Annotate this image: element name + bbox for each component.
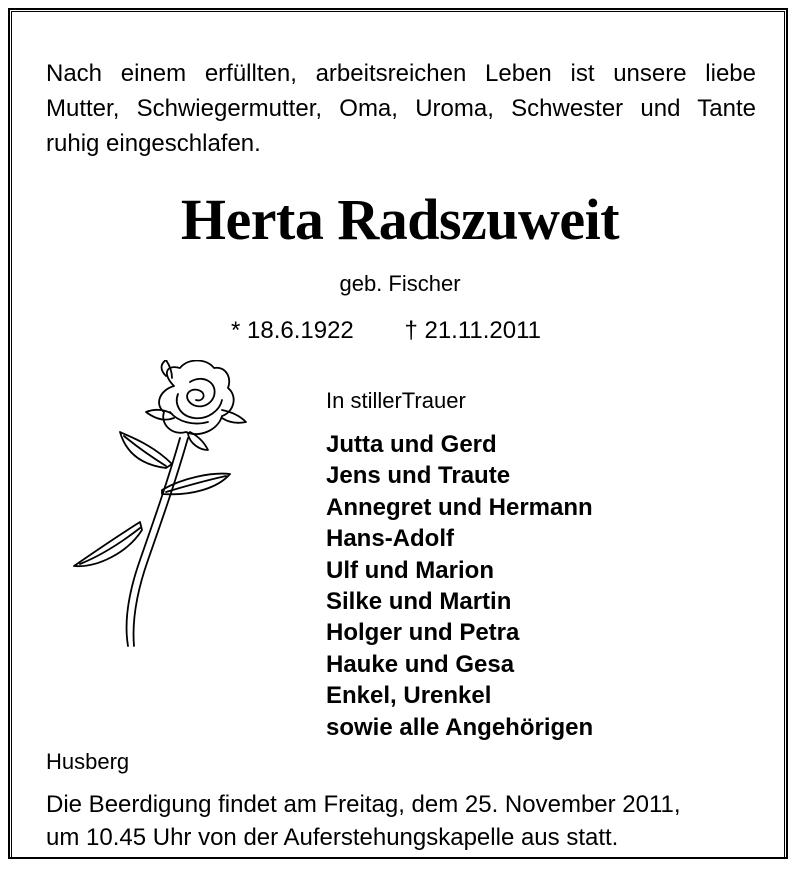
life-dates — [231, 316, 541, 346]
mourner-entry: Hauke und Gesa — [326, 650, 515, 678]
death-date: † 21.11.2011 — [404, 317, 542, 344]
birth-date: * 18.6.1922 — [231, 317, 354, 344]
mourning-intro: In stillerTrauer — [326, 388, 466, 413]
mourner-entry: Enkel, Urenkel — [326, 682, 492, 710]
mourner-entry: sowie alle Angehörigen — [326, 713, 594, 741]
mourner-entry: Ulf und Marion — [326, 556, 494, 584]
place-name: Husberg — [46, 749, 130, 774]
mourner-entry: Hans-Adolf — [326, 525, 454, 553]
deceased-name: Herta Radszuweit — [180, 187, 620, 252]
rose-icon — [62, 360, 262, 650]
intro-text — [46, 56, 756, 161]
mourner-entry: Silke und Martin — [326, 588, 512, 616]
mourner-entry: Jens und Traute — [326, 462, 511, 490]
mourners-list — [326, 429, 593, 743]
funeral-line: um 10.45 Uhr von der Auferstehungskapelle aus statt. — [46, 824, 619, 851]
mourner-entry: Jutta und Gerd — [326, 431, 497, 458]
intro-line: Mutter, Schwiegermutter, Oma, Uroma, Schwester und Tante — [46, 95, 756, 122]
funeral-line: Die Beerdigung findet am Freitag, dem 25. November 2011, — [46, 791, 681, 818]
maiden-name: geb. Fischer — [339, 271, 461, 296]
funeral-notice — [46, 788, 681, 854]
mourner-entry: Annegret und Hermann — [326, 493, 593, 521]
intro-line: Nach einem erfüllten, arbeitsreichen Leben ist unsere liebe — [46, 60, 756, 87]
intro-line: ruhig eingeschlafen. — [46, 130, 261, 157]
mourner-entry: Holger und Petra — [326, 619, 520, 647]
